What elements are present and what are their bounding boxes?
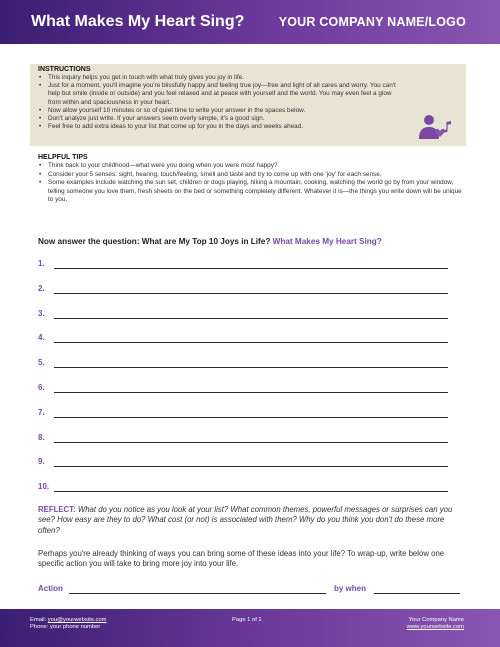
reflect-paragraph: [38, 505, 462, 536]
action-label: Action: [38, 584, 63, 593]
answer-number: 4.: [38, 333, 45, 343]
answer-row: [38, 405, 448, 430]
answer-number: 9.: [38, 457, 45, 467]
answers-list: [38, 256, 448, 504]
action-line[interactable]: [69, 593, 326, 594]
action-row: [38, 584, 462, 598]
phone-text: Phone: your phone number: [30, 624, 101, 631]
answer-number: 2.: [38, 283, 45, 293]
tip-item: • Consider your 5 senses: sight, hearing, touch/feeling, smell and taste and try to come up with one 'joy' for each sense.: [38, 171, 468, 180]
instruction-item: • Now allow yourself 10 minutes or so of quiet time to write your answer in the spaces below.: [38, 107, 458, 115]
page-title: What Makes My Heart Sing?: [31, 13, 245, 30]
page-number: Page 1 of 1: [232, 617, 262, 623]
instructions-title: INSTRUCTIONS: [38, 66, 91, 73]
answer-row: [38, 256, 448, 281]
answer-line[interactable]: [54, 466, 448, 467]
answer-row: [38, 380, 448, 405]
website-link[interactable]: www.yourwebsite.com: [406, 624, 464, 631]
tip-item: • Some examples include watching the sun set, children or dogs playing, hiking a mountain, cooking, watching the world go by from your window, telling someone you love them, fresh sheets on the bed or something completely different. Whatever it is—the things you write down will be unique to you.: [38, 179, 468, 205]
instruction-item: • Feel free to add extra ideas to your list that come up for you in the days and weeks ahead.: [38, 123, 458, 131]
email-link[interactable]: you@yourwebsite.com: [47, 617, 107, 623]
answer-line[interactable]: [54, 417, 448, 418]
instruction-item: • Just for a moment, you'll imagine you're blissfully happy and feeling true joy—free and light of all cares and worry. You can't help but smile (inside or outside) and you feel relaxed and at peace with yourself and the world. You may even feel a glow from within and spaciousness in your heart.: [38, 82, 458, 107]
reflect-text: What do you notice as you look at your list? What common themes, powerful messages or surprises can you see? How easy are they to do? What cost (or not) is associated with them? Why do you think you don't do these more often?: [38, 505, 453, 535]
tip-item: • Think back to your childhood—what were you doing when you were most happy?: [38, 162, 468, 171]
tips-title: HELPFUL TIPS: [38, 154, 88, 161]
email-label: Email:: [30, 617, 47, 623]
footer-contact: [30, 617, 106, 631]
answer-number: 5.: [38, 358, 45, 368]
answer-line[interactable]: [54, 392, 448, 393]
question-text: Now answer the question: What are My Top 10 Joys in Life?: [38, 237, 271, 246]
footer-company: [407, 617, 464, 631]
answer-row: [38, 454, 448, 479]
answer-number: 7.: [38, 407, 45, 417]
answer-row: [38, 281, 448, 306]
company-logo-placeholder: YOUR COMPANY NAME/LOGO: [278, 15, 466, 29]
question-heading: [38, 237, 382, 246]
reflect-label: REFLECT:: [38, 505, 76, 514]
page-footer: [0, 609, 500, 647]
wrapup-paragraph: Perhaps you're already thinking of ways you can bring some of these ideas into your life? To wrap-up, write below one specific action you will take to bring more joy into your life.: [38, 549, 445, 568]
answer-row: [38, 306, 448, 331]
page-header: [0, 0, 500, 44]
instruction-item: • This inquiry helps you get in touch with what truly gives you joy in life.: [38, 74, 458, 82]
answer-line[interactable]: [54, 318, 448, 319]
by-when-line[interactable]: [374, 593, 460, 594]
user-heart-music-icon: [418, 114, 452, 140]
instructions-box: [30, 64, 466, 146]
answer-line[interactable]: [54, 342, 448, 343]
answer-number: 10.: [38, 482, 50, 492]
instruction-item: • Don't analyze just write. If your answers seem overly simple, it's a good sign.: [38, 115, 458, 123]
footer-company-name: Your Company Name: [408, 617, 464, 623]
answer-row: [38, 330, 448, 355]
instructions-list: [38, 74, 458, 131]
by-when-label: by when: [334, 584, 367, 593]
answer-number: 6.: [38, 382, 45, 392]
answer-number: 1.: [38, 259, 45, 268]
answer-line[interactable]: [54, 491, 448, 492]
tips-list: [38, 162, 468, 205]
answer-line[interactable]: [54, 367, 448, 368]
answer-line[interactable]: [54, 442, 448, 443]
answer-number: 8.: [38, 432, 45, 442]
answer-line[interactable]: [54, 293, 448, 294]
question-accent: What Makes My Heart Sing?: [272, 237, 382, 246]
answer-row: [38, 479, 448, 504]
answer-line[interactable]: [54, 268, 448, 269]
answer-number: 3.: [38, 308, 45, 318]
helpful-tips: [38, 154, 468, 205]
answer-row: [38, 355, 448, 380]
answer-row: [38, 430, 448, 455]
